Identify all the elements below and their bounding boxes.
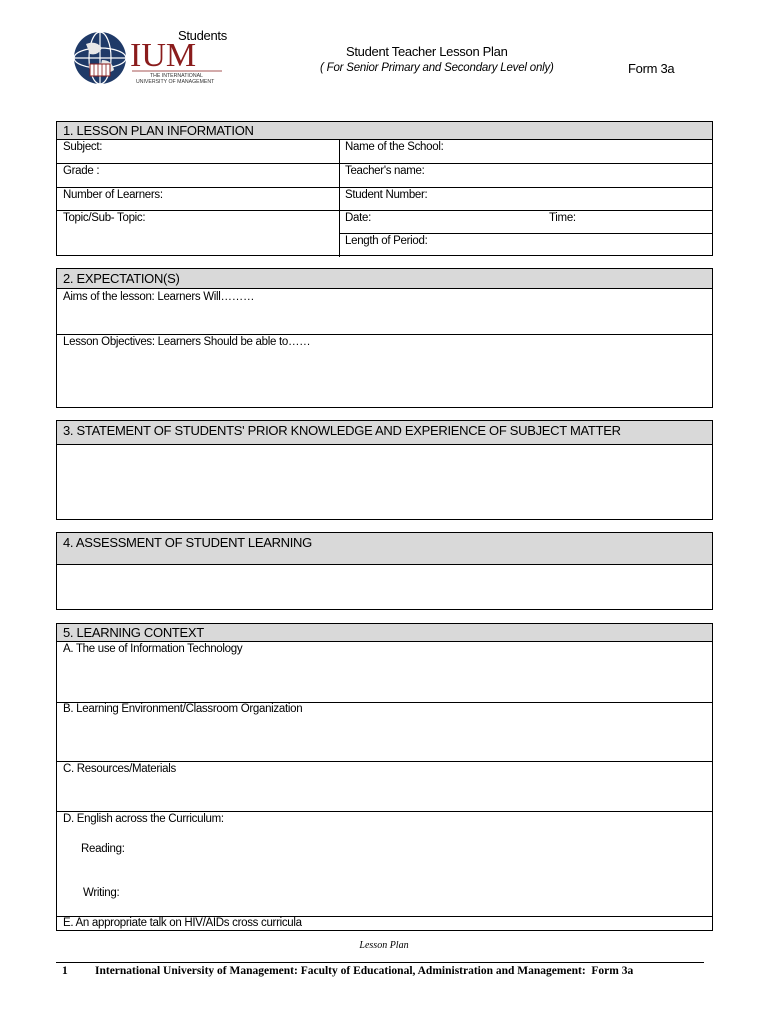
logo-line1: THE INTERNATIONAL bbox=[150, 73, 203, 79]
section-heading: 2. EXPECTATION(S) bbox=[57, 269, 712, 289]
number-of-learners-field[interactable]: Number of Learners: bbox=[63, 189, 163, 201]
english-across-curriculum-field[interactable]: D. English across the Curriculum: bbox=[63, 813, 224, 825]
document-title: Student Teacher Lesson Plan bbox=[346, 44, 508, 59]
student-number-field[interactable]: Student Number: bbox=[345, 189, 428, 201]
section-prior-knowledge bbox=[56, 420, 713, 520]
school-name-field[interactable]: Name of the School: bbox=[345, 141, 444, 153]
form-code: Form 3a bbox=[628, 61, 675, 76]
logo-line2: UNIVERSITY OF MANAGEMENT bbox=[136, 79, 215, 85]
page-number: 1 bbox=[62, 965, 68, 977]
section-expectations bbox=[56, 268, 713, 408]
teacher-name-field[interactable]: Teacher's name: bbox=[345, 165, 425, 177]
prior-knowledge-field[interactable] bbox=[57, 445, 712, 520]
section-assessment bbox=[56, 532, 713, 610]
document-subtitle: ( For Senior Primary and Secondary Level only) bbox=[320, 62, 554, 74]
subject-field[interactable]: Subject: bbox=[63, 141, 103, 153]
logo-text: IUM bbox=[130, 37, 197, 74]
time-field[interactable]: Time: bbox=[549, 212, 576, 224]
grade-field[interactable]: Grade : bbox=[63, 165, 100, 177]
hiv-aids-talk-field[interactable]: E. An appropriate talk on HIV/AIDs cross curricula bbox=[63, 917, 302, 929]
footer-text: International University of Management: Faculty of Educational, Administration and Management: Form 3a bbox=[95, 965, 634, 977]
objectives-field[interactable]: Lesson Objectives: Learners Should be able to…… bbox=[63, 336, 311, 348]
date-field[interactable]: Date: bbox=[345, 212, 371, 224]
section-heading: 1. LESSON PLAN INFORMATION bbox=[57, 122, 712, 140]
footer-divider bbox=[56, 962, 704, 963]
section-heading: 3. STATEMENT OF STUDENTS' PRIOR KNOWLEDGE AND EXPERIENCE OF SUBJECT MATTER bbox=[57, 421, 712, 445]
length-of-period-field[interactable]: Length of Period: bbox=[345, 235, 428, 247]
reading-field[interactable]: Reading: bbox=[81, 843, 125, 855]
assessment-field[interactable] bbox=[57, 565, 712, 610]
globe-icon bbox=[74, 32, 126, 84]
topic-field[interactable]: Topic/Sub- Topic: bbox=[63, 212, 146, 224]
resources-materials-field[interactable]: C. Resources/Materials bbox=[63, 763, 176, 775]
section-heading: 5. LEARNING CONTEXT bbox=[57, 624, 712, 642]
writing-field[interactable]: Writing: bbox=[83, 887, 120, 899]
section-learning-context bbox=[56, 623, 713, 931]
learning-environment-field[interactable]: B. Learning Environment/Classroom Organization bbox=[63, 703, 303, 715]
footer-lesson-plan: Lesson Plan bbox=[359, 940, 409, 951]
section-heading: 4. ASSESSMENT OF STUDENT LEARNING bbox=[57, 533, 712, 565]
students-label: Students bbox=[178, 28, 227, 43]
section-lesson-plan-information bbox=[56, 121, 713, 256]
ium-logo bbox=[72, 30, 232, 88]
information-technology-field[interactable]: A. The use of Information Technology bbox=[63, 643, 243, 655]
aims-field[interactable]: Aims of the lesson: Learners Will……… bbox=[63, 291, 255, 303]
